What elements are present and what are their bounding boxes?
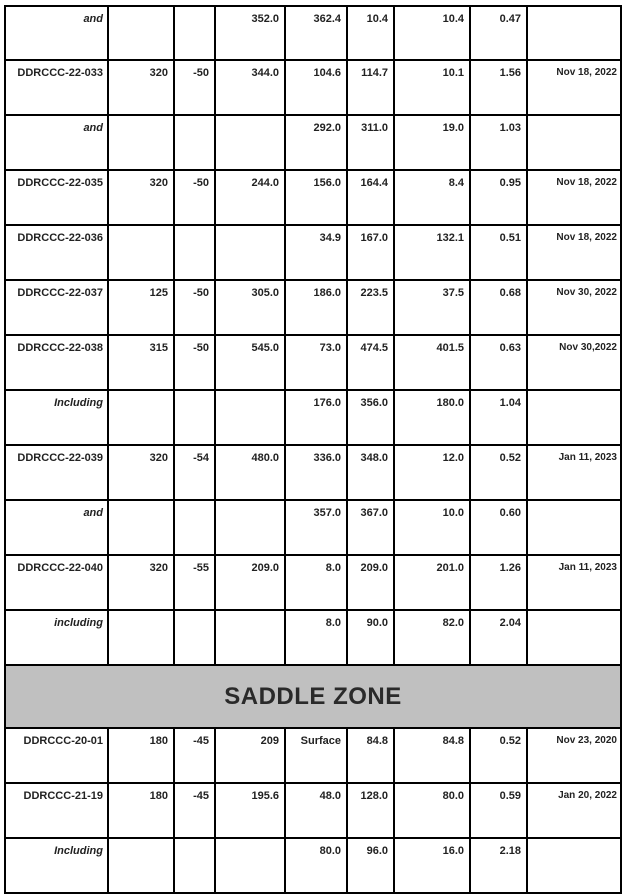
width-cell: 84.8	[394, 728, 470, 783]
zone-heading-row	[5, 665, 621, 728]
width-cell: 401.5	[394, 335, 470, 390]
length-cell	[215, 225, 285, 280]
table-row	[5, 610, 621, 665]
width-cell: 10.4	[394, 6, 470, 60]
table-row	[5, 838, 621, 893]
length-cell: 209.0	[215, 555, 285, 610]
width-cell: 10.1	[394, 60, 470, 115]
from-cell: 357.0	[285, 500, 347, 555]
date-cell	[527, 6, 621, 60]
azimuth-cell: 180	[108, 728, 174, 783]
width-cell: 10.0	[394, 500, 470, 555]
from-cell: 336.0	[285, 445, 347, 500]
date-cell: Jan 11, 2023	[527, 445, 621, 500]
azimuth-cell: 180	[108, 783, 174, 838]
to-cell: 474.5	[347, 335, 394, 390]
dip-cell: -54	[174, 445, 215, 500]
grade-cell: 1.26	[470, 555, 527, 610]
grade-cell: 2.18	[470, 838, 527, 893]
hole-id-cell: and	[5, 500, 108, 555]
grade-cell: 0.47	[470, 6, 527, 60]
width-cell: 201.0	[394, 555, 470, 610]
table-row	[5, 6, 621, 60]
date-cell	[527, 390, 621, 445]
dip-cell	[174, 390, 215, 445]
length-cell: 352.0	[215, 6, 285, 60]
grade-cell: 2.04	[470, 610, 527, 665]
grade-cell: 0.63	[470, 335, 527, 390]
hole-id-cell: including	[5, 610, 108, 665]
hole-id-cell: DDRCCC-22-039	[5, 445, 108, 500]
table-row	[5, 335, 621, 390]
from-cell: 176.0	[285, 390, 347, 445]
table-row	[5, 783, 621, 838]
dip-cell: -55	[174, 555, 215, 610]
table-row	[5, 60, 621, 115]
azimuth-cell	[108, 610, 174, 665]
dip-cell	[174, 610, 215, 665]
date-cell	[527, 500, 621, 555]
table-body-upper	[5, 6, 621, 665]
dip-cell	[174, 500, 215, 555]
length-cell	[215, 390, 285, 445]
width-cell: 80.0	[394, 783, 470, 838]
from-cell: 8.0	[285, 555, 347, 610]
azimuth-cell: 125	[108, 280, 174, 335]
width-cell: 180.0	[394, 390, 470, 445]
to-cell: 367.0	[347, 500, 394, 555]
azimuth-cell	[108, 390, 174, 445]
hole-id-cell: Including	[5, 390, 108, 445]
length-cell	[215, 115, 285, 170]
date-cell: Nov 18, 2022	[527, 225, 621, 280]
from-cell: 34.9	[285, 225, 347, 280]
width-cell: 132.1	[394, 225, 470, 280]
drill-results-table	[4, 5, 622, 894]
dip-cell	[174, 225, 215, 280]
dip-cell: -50	[174, 335, 215, 390]
table-row	[5, 390, 621, 445]
length-cell: 480.0	[215, 445, 285, 500]
from-cell: 48.0	[285, 783, 347, 838]
table-row	[5, 445, 621, 500]
hole-id-cell: DDRCCC-22-033	[5, 60, 108, 115]
length-cell: 195.6	[215, 783, 285, 838]
azimuth-cell	[108, 115, 174, 170]
date-cell: Jan 11, 2023	[527, 555, 621, 610]
dip-cell: -45	[174, 728, 215, 783]
date-cell	[527, 838, 621, 893]
dip-cell	[174, 115, 215, 170]
to-cell: 356.0	[347, 390, 394, 445]
date-cell: Nov 30, 2022	[527, 280, 621, 335]
width-cell: 19.0	[394, 115, 470, 170]
length-cell	[215, 838, 285, 893]
dip-cell	[174, 6, 215, 60]
to-cell: 209.0	[347, 555, 394, 610]
grade-cell: 0.52	[470, 728, 527, 783]
grade-cell: 0.60	[470, 500, 527, 555]
to-cell: 128.0	[347, 783, 394, 838]
azimuth-cell: 320	[108, 555, 174, 610]
dip-cell: -50	[174, 170, 215, 225]
azimuth-cell: 315	[108, 335, 174, 390]
hole-id-cell: DDRCCC-22-037	[5, 280, 108, 335]
to-cell: 164.4	[347, 170, 394, 225]
table-body-lower	[5, 728, 621, 893]
date-cell	[527, 115, 621, 170]
hole-id-cell: DDRCCC-22-038	[5, 335, 108, 390]
grade-cell: 1.04	[470, 390, 527, 445]
hole-id-cell: DDRCCC-20-01	[5, 728, 108, 783]
width-cell: 16.0	[394, 838, 470, 893]
table-row	[5, 115, 621, 170]
to-cell: 167.0	[347, 225, 394, 280]
date-cell: Jan 20, 2022	[527, 783, 621, 838]
from-cell: 156.0	[285, 170, 347, 225]
date-cell: Nov 30,2022	[527, 335, 621, 390]
to-cell: 10.4	[347, 6, 394, 60]
hole-id-cell: and	[5, 6, 108, 60]
from-cell: Surface	[285, 728, 347, 783]
from-cell: 104.6	[285, 60, 347, 115]
from-cell: 292.0	[285, 115, 347, 170]
grade-cell: 0.68	[470, 280, 527, 335]
azimuth-cell	[108, 6, 174, 60]
width-cell: 37.5	[394, 280, 470, 335]
to-cell: 223.5	[347, 280, 394, 335]
from-cell: 73.0	[285, 335, 347, 390]
from-cell: 8.0	[285, 610, 347, 665]
azimuth-cell: 320	[108, 60, 174, 115]
length-cell: 344.0	[215, 60, 285, 115]
to-cell: 348.0	[347, 445, 394, 500]
table-row	[5, 170, 621, 225]
table-body-zone	[5, 665, 621, 728]
table-row	[5, 728, 621, 783]
date-cell: Nov 18, 2022	[527, 170, 621, 225]
grade-cell: 0.52	[470, 445, 527, 500]
azimuth-cell	[108, 500, 174, 555]
hole-id-cell: and	[5, 115, 108, 170]
hole-id-cell: Including	[5, 838, 108, 893]
width-cell: 82.0	[394, 610, 470, 665]
grade-cell: 0.51	[470, 225, 527, 280]
hole-id-cell: DDRCCC-21-19	[5, 783, 108, 838]
dip-cell: -50	[174, 60, 215, 115]
zone-heading: SADDLE ZONE	[5, 665, 621, 728]
hole-id-cell: DDRCCC-22-040	[5, 555, 108, 610]
grade-cell: 0.59	[470, 783, 527, 838]
grade-cell: 1.56	[470, 60, 527, 115]
dip-cell: -50	[174, 280, 215, 335]
to-cell: 90.0	[347, 610, 394, 665]
length-cell: 545.0	[215, 335, 285, 390]
dip-cell: -45	[174, 783, 215, 838]
date-cell	[527, 610, 621, 665]
length-cell: 244.0	[215, 170, 285, 225]
grade-cell: 0.95	[470, 170, 527, 225]
width-cell: 12.0	[394, 445, 470, 500]
table-row	[5, 280, 621, 335]
azimuth-cell	[108, 838, 174, 893]
table-row	[5, 555, 621, 610]
length-cell: 305.0	[215, 280, 285, 335]
length-cell	[215, 610, 285, 665]
from-cell: 80.0	[285, 838, 347, 893]
hole-id-cell: DDRCCC-22-035	[5, 170, 108, 225]
to-cell: 114.7	[347, 60, 394, 115]
date-cell: Nov 23, 2020	[527, 728, 621, 783]
azimuth-cell	[108, 225, 174, 280]
length-cell	[215, 500, 285, 555]
azimuth-cell: 320	[108, 170, 174, 225]
date-cell: Nov 18, 2022	[527, 60, 621, 115]
azimuth-cell: 320	[108, 445, 174, 500]
grade-cell: 1.03	[470, 115, 527, 170]
hole-id-cell: DDRCCC-22-036	[5, 225, 108, 280]
from-cell: 186.0	[285, 280, 347, 335]
from-cell: 362.4	[285, 6, 347, 60]
table-row	[5, 500, 621, 555]
dip-cell	[174, 838, 215, 893]
to-cell: 84.8	[347, 728, 394, 783]
to-cell: 96.0	[347, 838, 394, 893]
length-cell: 209	[215, 728, 285, 783]
table-row	[5, 225, 621, 280]
width-cell: 8.4	[394, 170, 470, 225]
to-cell: 311.0	[347, 115, 394, 170]
